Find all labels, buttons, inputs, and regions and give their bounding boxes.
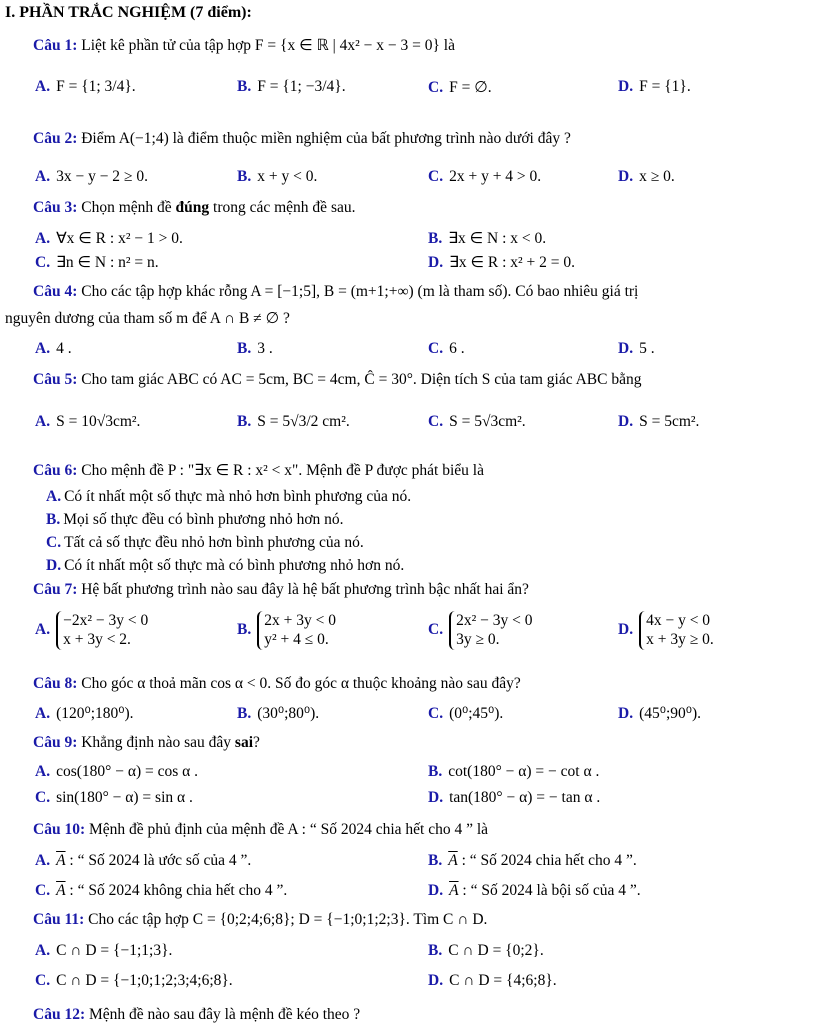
question-11: Câu 11: Cho các tập hợp C = {0;2;4;6;8}; D = {−1;0;1;2;3}. Tìm C ∩ D. [33, 911, 488, 928]
section-title: I. PHẦN TRẮC NGHIỆM (7 điểm): [5, 4, 252, 21]
question-4-cont: nguyên dương của tham số m để A ∩ B ≠ ∅ ? [5, 310, 290, 327]
option-d[interactable]: D. 5 . [618, 340, 655, 357]
equation-system: −2x² − 3y < 0 x + 3y < 2. [56, 611, 148, 650]
option-c[interactable]: C. F = ∅. [428, 79, 492, 96]
option-d[interactable]: D. S = 5cm². [618, 413, 700, 430]
equation-system: 2x² − 3y < 0 3y ≥ 0. [449, 611, 532, 650]
option-b[interactable]: B. Mọi số thực đều có bình phương nhỏ hơn nó. [46, 511, 344, 528]
option-a[interactable]: A. $\overline{A}$ : “ Số 2024 là ước số của 4 ”. [35, 852, 252, 869]
option-a[interactable]: A. (120⁰;180⁰). [35, 705, 134, 722]
question-label: Câu 1: [33, 37, 78, 54]
option-d[interactable]: D. C ∩ D = {4;6;8}. [428, 972, 557, 989]
option-d[interactable]: D. (45⁰;90⁰). [618, 705, 702, 722]
option-b[interactable]: B. C ∩ D = {0;2}. [428, 942, 544, 959]
option-b[interactable]: B. 3 . [237, 340, 273, 357]
question-2: Câu 2: Điểm A(−1;4) là điểm thuộc miền nghiệm của bất phương trình nào dưới đây ? [33, 130, 571, 147]
option-d[interactable]: D. $\overline{A}$ : “ Số 2024 là bội số của 4 ”. [428, 882, 641, 899]
option-d[interactable]: D. Có ít nhất một số thực mà có bình phương nhỏ hơn nó. [46, 557, 405, 574]
option-a[interactable]: A. −2x² − 3y < 0 x + 3y < 2. [35, 612, 149, 649]
option-b[interactable]: B. F = {1; −3/4}. [237, 78, 346, 95]
question-8: Câu 8: Cho góc α thoả mãn cos α < 0. Số đo góc α thuộc khoảng nào sau đây? [33, 675, 521, 692]
option-b[interactable]: B. cot(180° − α) = − cot α . [428, 763, 600, 780]
question-3: Câu 3: Chọn mệnh đề đúng trong các mệnh đề sau. [33, 199, 356, 216]
question-1 [33, 36, 455, 55]
option-d[interactable]: D. F = {1}. [618, 78, 691, 95]
option-d[interactable]: D. ∃x ∈ R : x² + 2 = 0. [428, 254, 576, 271]
option-c[interactable]: C. $\overline{A}$ : “ Số 2024 không chia hết cho 4 ”. [35, 882, 288, 899]
option-b[interactable]: B. ∃x ∈ N : x < 0. [428, 230, 547, 247]
option-a[interactable]: A. F = {1; 3/4}. [35, 78, 136, 95]
option-a[interactable]: A. Có ít nhất một số thực mà nhỏ hơn bình phương của nó. [46, 488, 412, 505]
option-c[interactable]: C. (0⁰;45⁰). [428, 705, 504, 722]
option-c[interactable]: C. ∃n ∈ N : n² = n. [35, 254, 159, 271]
equation-system: 4x − y < 0 x + 3y ≥ 0. [639, 611, 714, 650]
question-4: Câu 4: Cho các tập hợp khác rỗng A = [−1;5], B = (m+1;+∞) (m là tham số). Có bao nhiêu giá trị [33, 283, 639, 300]
option-d[interactable]: D. 4x − y < 0 x + 3y ≥ 0. [618, 612, 714, 649]
question-5: Câu 5: Cho tam giác ABC có AC = 5cm, BC = 4cm, Ĉ = 30°. Diện tích S của tam giác ABC bằng [33, 371, 642, 388]
option-c[interactable]: C. sin(180° − α) = sin α . [35, 789, 193, 806]
option-c[interactable]: C. 2x² − 3y < 0 3y ≥ 0. [428, 612, 533, 649]
option-c[interactable]: C. 6 . [428, 340, 465, 357]
option-b[interactable]: B. $\overline{A}$ : “ Số 2024 chia hết cho 4 ”. [428, 852, 637, 869]
option-d[interactable]: D. tan(180° − α) = − tan α . [428, 789, 601, 806]
question-9: Câu 9: Khẳng định nào sau đây sai? [33, 734, 260, 751]
question-10: Câu 10: Mệnh đề phủ định của mệnh đề A : “ Số 2024 chia hết cho 4 ” là [33, 821, 489, 838]
option-c[interactable]: C. S = 5√3cm². [428, 413, 526, 430]
question-12: Câu 12: Mệnh đề nào sau đây là mệnh đề kéo theo ? [33, 1006, 361, 1023]
option-c[interactable]: C. Tất cả số thực đều nhỏ hơn bình phương của nó. [46, 534, 364, 551]
question-6: Câu 6: Cho mệnh đề P : "∃x ∈ R : x² < x". Mệnh đề P được phát biểu là [33, 462, 484, 479]
equation-system: 2x + 3y < 0 y² + 4 ≤ 0. [257, 611, 336, 650]
option-b[interactable]: B. x + y < 0. [237, 168, 318, 185]
option-c[interactable]: C. C ∩ D = {−1;0;1;2;3;4;6;8}. [35, 972, 233, 989]
option-a[interactable]: A. S = 10√3cm². [35, 413, 141, 430]
option-a[interactable]: A. cos(180° − α) = cos α . [35, 763, 199, 780]
option-a[interactable]: A. 3x − y − 2 ≥ 0. [35, 168, 148, 185]
question-text: Liệt kê phần tử của tập hợp F = {x ∈ ℝ | 4x² − x − 3 = 0} là [81, 37, 455, 54]
option-a[interactable]: A. ∀x ∈ R : x² − 1 > 0. [35, 230, 183, 247]
option-a[interactable]: A. C ∩ D = {−1;1;3}. [35, 942, 173, 959]
option-b[interactable]: B. S = 5√3/2 cm². [237, 413, 350, 430]
option-c[interactable]: C. 2x + y + 4 > 0. [428, 168, 542, 185]
option-b[interactable]: B. 2x + 3y < 0 y² + 4 ≤ 0. [237, 612, 336, 649]
option-d[interactable]: D. x ≥ 0. [618, 168, 675, 185]
option-b[interactable]: B. (30⁰;80⁰). [237, 705, 320, 722]
question-7: Câu 7: Hệ bất phương trình nào sau đây là hệ bất phương trình bậc nhất hai ẩn? [33, 581, 529, 598]
option-a[interactable]: A. 4 . [35, 340, 72, 357]
